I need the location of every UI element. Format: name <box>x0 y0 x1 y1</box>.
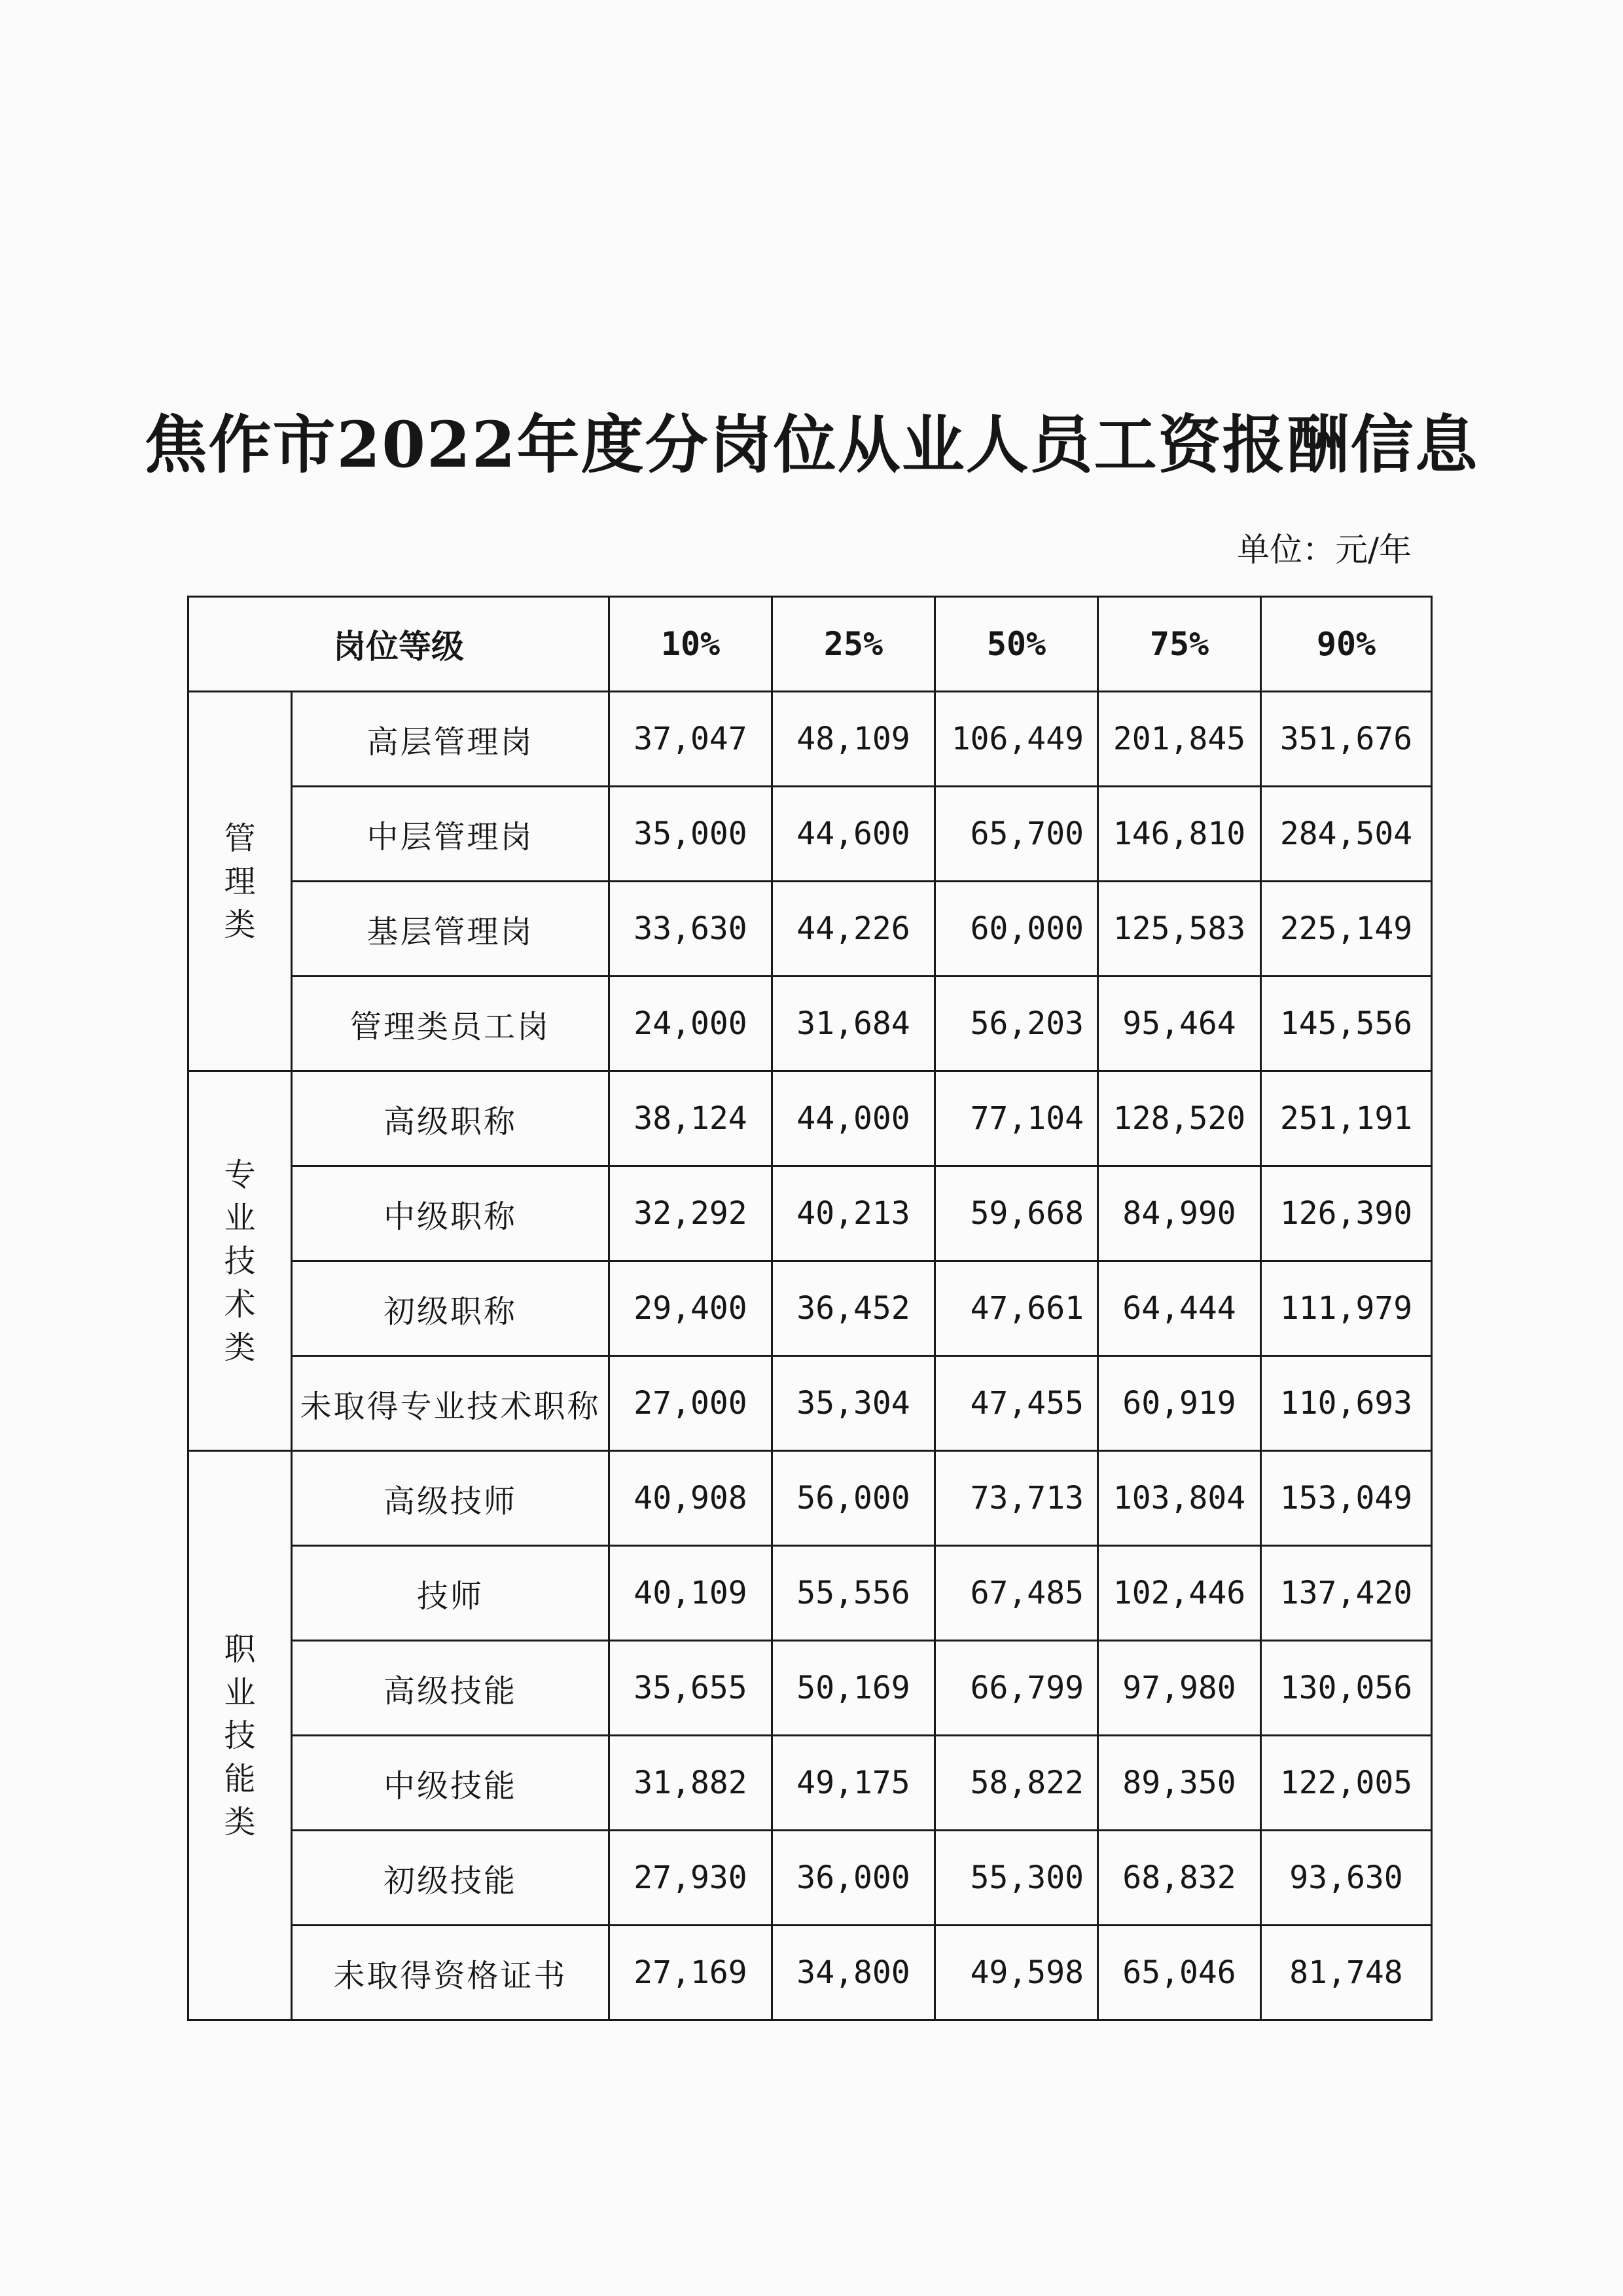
value-cell-p10: 40,109 <box>609 1546 772 1641</box>
value-cell-p90: 153,049 <box>1261 1451 1432 1546</box>
value-cell-p50: 106,449 <box>935 692 1098 787</box>
category-char: 技 <box>224 1717 256 1754</box>
value-cell-p25: 48,109 <box>772 692 935 787</box>
job-title-cell: 高级职称 <box>292 1071 609 1166</box>
header-p10: 10% <box>609 597 772 692</box>
value-cell-p75: 64,444 <box>1098 1261 1261 1356</box>
value-cell-p10: 35,000 <box>609 787 772 882</box>
category-char: 业 <box>224 1199 256 1236</box>
value-cell-p90: 130,056 <box>1261 1641 1432 1736</box>
value-cell-p50: 56,203 <box>935 977 1098 1071</box>
job-title-cell: 初级技能 <box>292 1831 609 1926</box>
table-row <box>188 1641 1432 1736</box>
value-cell-p25: 40,213 <box>772 1166 935 1261</box>
category-char: 技 <box>224 1242 256 1280</box>
table-row <box>188 1451 1432 1546</box>
job-title-cell: 未取得资格证书 <box>292 1926 609 2020</box>
value-cell-p10: 32,292 <box>609 1166 772 1261</box>
category-label <box>188 1451 292 2020</box>
table-row <box>188 1356 1432 1451</box>
value-cell-p90: 351,676 <box>1261 692 1432 787</box>
job-title-cell: 中级职称 <box>292 1166 609 1261</box>
job-title-cell: 高级技师 <box>292 1451 609 1546</box>
job-title-cell: 中级技能 <box>292 1736 609 1831</box>
job-title-cell: 未取得专业技术职称 <box>292 1356 609 1451</box>
value-cell-p25: 35,304 <box>772 1356 935 1451</box>
value-cell-p50: 67,485 <box>935 1546 1098 1641</box>
job-title-cell: 基层管理岗 <box>292 882 609 977</box>
header-p75: 75% <box>1098 597 1261 692</box>
table-row <box>188 1926 1432 2020</box>
category-label <box>188 1071 292 1451</box>
value-cell-p10: 27,930 <box>609 1831 772 1926</box>
value-cell-p75: 102,446 <box>1098 1546 1261 1641</box>
value-cell-p75: 89,350 <box>1098 1736 1261 1831</box>
value-cell-p25: 56,000 <box>772 1451 935 1546</box>
value-cell-p25: 44,000 <box>772 1071 935 1166</box>
header-p50: 50% <box>935 597 1098 692</box>
value-cell-p50: 55,300 <box>935 1831 1098 1926</box>
job-title-cell: 中层管理岗 <box>292 787 609 882</box>
table-row <box>188 1071 1432 1166</box>
value-cell-p90: 81,748 <box>1261 1926 1432 2020</box>
value-cell-p90: 225,149 <box>1261 882 1432 977</box>
job-title-cell: 初级职称 <box>292 1261 609 1356</box>
value-cell-p75: 97,980 <box>1098 1641 1261 1736</box>
category-char: 术 <box>224 1285 256 1323</box>
category-char: 专 <box>224 1156 256 1193</box>
value-cell-p25: 49,175 <box>772 1736 935 1831</box>
value-cell-p50: 65,700 <box>935 787 1098 882</box>
header-p90: 90% <box>1261 597 1432 692</box>
value-cell-p10: 40,908 <box>609 1451 772 1546</box>
value-cell-p90: 137,420 <box>1261 1546 1432 1641</box>
value-cell-p75: 65,046 <box>1098 1926 1261 2020</box>
value-cell-p75: 146,810 <box>1098 787 1261 882</box>
table-body <box>188 692 1432 2020</box>
category-char: 职 <box>224 1630 256 1668</box>
value-cell-p10: 33,630 <box>609 882 772 977</box>
value-cell-p75: 201,845 <box>1098 692 1261 787</box>
value-cell-p90: 284,504 <box>1261 787 1432 882</box>
value-cell-p90: 93,630 <box>1261 1831 1432 1926</box>
table-header-row <box>188 597 1432 692</box>
value-cell-p10: 35,655 <box>609 1641 772 1736</box>
table-row <box>188 1546 1432 1641</box>
header-position-level: 岗位等级 <box>188 597 609 692</box>
value-cell-p10: 24,000 <box>609 977 772 1071</box>
value-cell-p50: 47,661 <box>935 1261 1098 1356</box>
value-cell-p10: 27,169 <box>609 1926 772 2020</box>
table-row <box>188 787 1432 882</box>
category-char: 类 <box>224 906 256 943</box>
value-cell-p50: 73,713 <box>935 1451 1098 1546</box>
value-cell-p75: 125,583 <box>1098 882 1261 977</box>
value-cell-p50: 60,000 <box>935 882 1098 977</box>
job-title-cell: 技师 <box>292 1546 609 1641</box>
value-cell-p10: 29,400 <box>609 1261 772 1356</box>
value-cell-p75: 103,804 <box>1098 1451 1261 1546</box>
table-row <box>188 977 1432 1071</box>
table-row <box>188 1736 1432 1831</box>
value-cell-p50: 77,104 <box>935 1071 1098 1166</box>
header-p25: 25% <box>772 597 935 692</box>
value-cell-p25: 34,800 <box>772 1926 935 2020</box>
value-cell-p90: 126,390 <box>1261 1166 1432 1261</box>
unit-label: 单位：元/年 <box>1237 531 1412 569</box>
value-cell-p75: 95,464 <box>1098 977 1261 1071</box>
value-cell-p25: 55,556 <box>772 1546 935 1641</box>
value-cell-p25: 50,169 <box>772 1641 935 1736</box>
value-cell-p90: 122,005 <box>1261 1736 1432 1831</box>
value-cell-p25: 36,452 <box>772 1261 935 1356</box>
category-char: 理 <box>224 863 256 900</box>
job-title-cell: 高层管理岗 <box>292 692 609 787</box>
value-cell-p10: 27,000 <box>609 1356 772 1451</box>
category-char: 业 <box>224 1674 256 1711</box>
table-row <box>188 1166 1432 1261</box>
category-char: 类 <box>224 1329 256 1366</box>
category-char: 能 <box>224 1760 256 1797</box>
value-cell-p10: 31,882 <box>609 1736 772 1831</box>
table-row <box>188 692 1432 787</box>
value-cell-p75: 84,990 <box>1098 1166 1261 1261</box>
page-title: 焦作市2022年度分岗位从业人员工资报酬信息 <box>144 408 1479 482</box>
value-cell-p25: 31,684 <box>772 977 935 1071</box>
value-cell-p10: 37,047 <box>609 692 772 787</box>
category-label <box>188 692 292 1071</box>
value-cell-p75: 128,520 <box>1098 1071 1261 1166</box>
category-char: 管 <box>224 819 256 857</box>
value-cell-p50: 59,668 <box>935 1166 1098 1261</box>
value-cell-p25: 44,600 <box>772 787 935 882</box>
table-row <box>188 1831 1432 1926</box>
value-cell-p90: 145,556 <box>1261 977 1432 1071</box>
value-cell-p75: 60,919 <box>1098 1356 1261 1451</box>
value-cell-p25: 36,000 <box>772 1831 935 1926</box>
value-cell-p50: 66,799 <box>935 1641 1098 1736</box>
value-cell-p90: 110,693 <box>1261 1356 1432 1451</box>
category-char: 类 <box>224 1803 256 1840</box>
value-cell-p10: 38,124 <box>609 1071 772 1166</box>
salary-table <box>187 596 1433 2021</box>
table-row <box>188 882 1432 977</box>
job-title-cell: 管理类员工岗 <box>292 977 609 1071</box>
table-row <box>188 1261 1432 1356</box>
value-cell-p90: 251,191 <box>1261 1071 1432 1166</box>
value-cell-p90: 111,979 <box>1261 1261 1432 1356</box>
value-cell-p50: 47,455 <box>935 1356 1098 1451</box>
value-cell-p50: 49,598 <box>935 1926 1098 2020</box>
value-cell-p25: 44,226 <box>772 882 935 977</box>
value-cell-p75: 68,832 <box>1098 1831 1261 1926</box>
value-cell-p50: 58,822 <box>935 1736 1098 1831</box>
job-title-cell: 高级技能 <box>292 1641 609 1736</box>
